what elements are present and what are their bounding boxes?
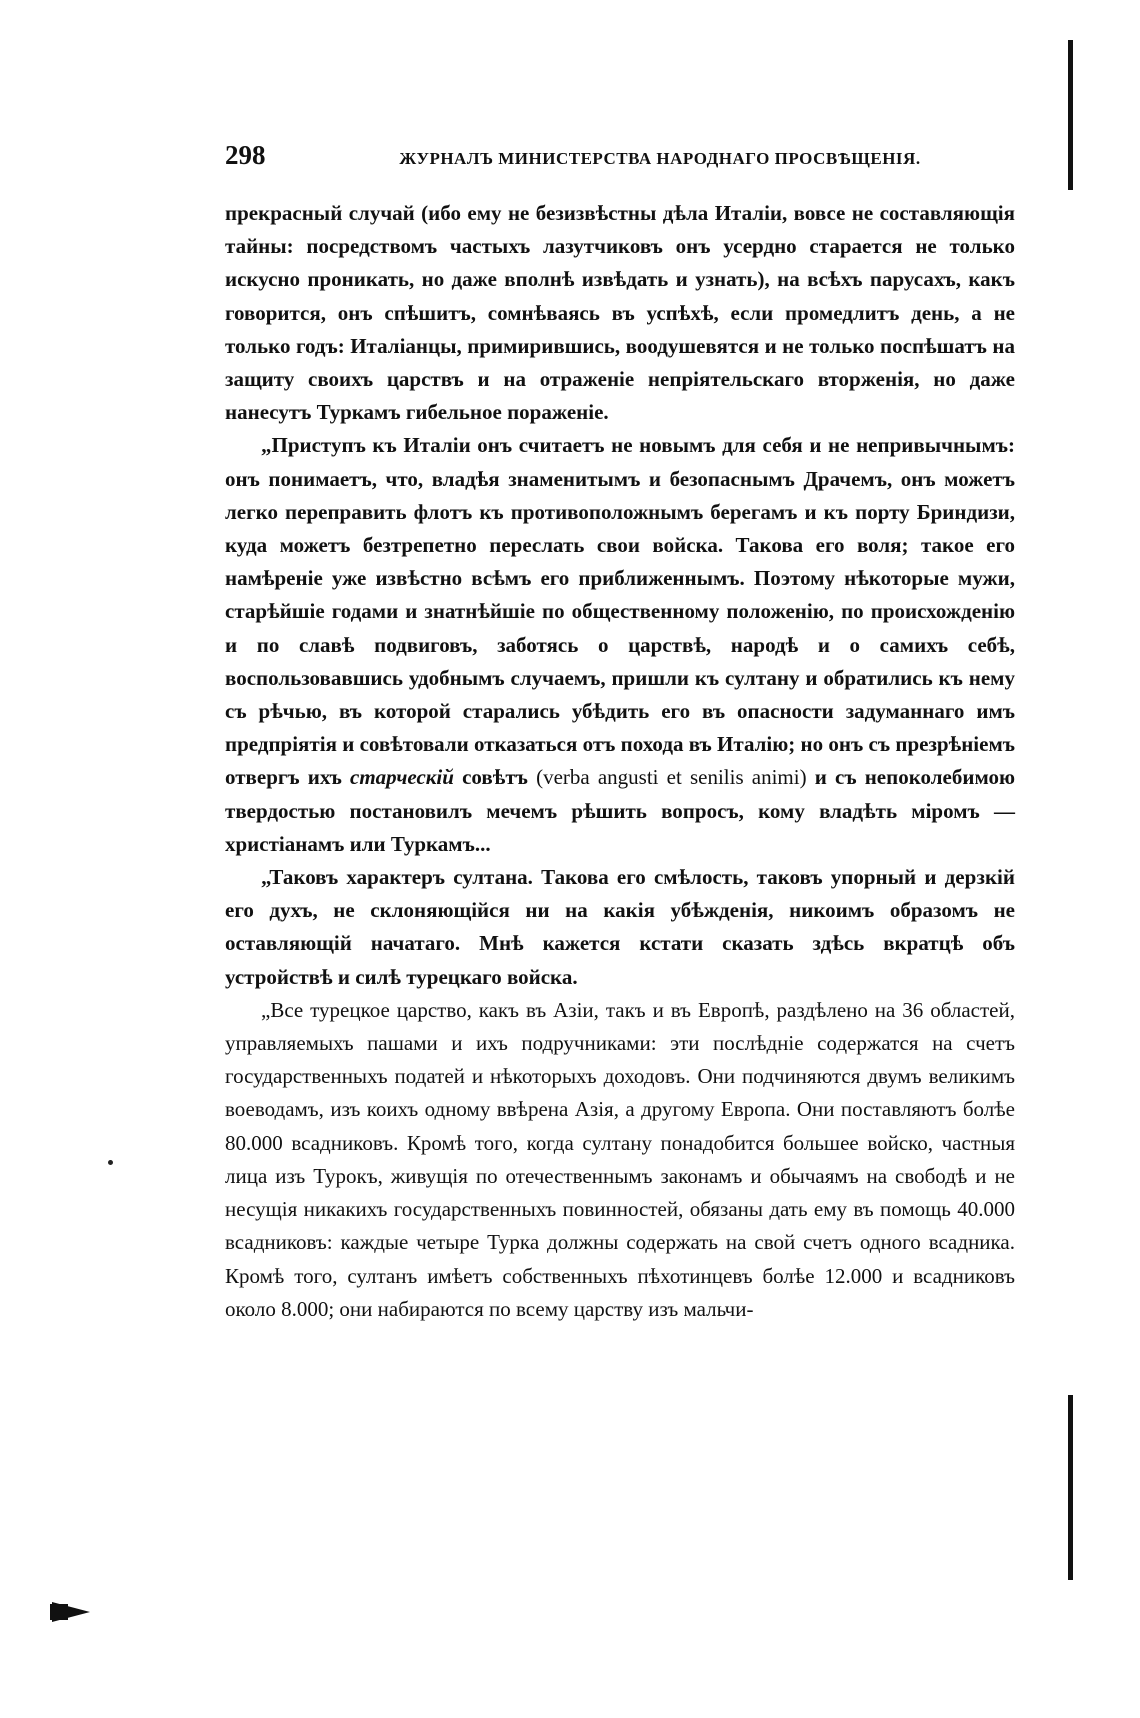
paragraph-continued: прекрасный случай (ибо ему не безизвѣстны дѣла Италіи, вовсе не составляющія тайны: посредствомъ частыхъ лазутчиковъ онъ усердно старается не только искусно проникать, но даже вполнѣ извѣдать и узнать), на всѣхъ парусахъ, какъ говорится, онъ спѣшитъ, сомнѣваясь въ успѣхѣ, если промедлитъ день, а не только годъ: Италіанцы, примирившись, воодушевятся и не только поспѣшатъ на защиту своихъ царствъ и на отраженіе непріятельскаго вторженія, но даже нанесутъ Туркамъ гибельное пораженіе. bbox=[225, 201, 1015, 425]
running-title: ЖУРНАЛЪ МИНИСТЕРСТВА НАРОДНАГО ПРОСВѢЩЕНІЯ. bbox=[399, 149, 921, 168]
body-text bbox=[225, 197, 1015, 1326]
page-header bbox=[225, 140, 1015, 171]
italic-word: старческій bbox=[350, 765, 454, 790]
scan-edge-arrow bbox=[52, 1602, 90, 1622]
latin-phrase: (verba angusti et senilis animi) bbox=[536, 765, 807, 790]
paragraph-text: и съ непоколебимою твердостью постановилъ мечемъ рѣшить вопросъ, кому владѣть міромъ — христіанамъ или Туркамъ... bbox=[225, 765, 1016, 856]
paragraph-text: „Приступъ къ Италіи онъ считаетъ не новымъ для себя и не непривычнымъ: онъ понимаетъ, что, владѣя знаменитымъ и безопаснымъ Драчемъ, онъ можетъ легко переправить флотъ къ противоположнымъ берегамъ и къ порту Бриндизи, куда можетъ безтрепетно переслать свои войска. Такова его воля; такое его намѣреніе уже извѣстно всѣмъ его приближеннымъ. Поэтому нѣкоторые мужи, старѣйшіе годами и знатнѣйшіе по общественному положенію, по происхожденію и по славѣ подвиговъ, заботясь о царствѣ, народѣ и о самихъ себѣ, воспользовавшись удобнымъ случаемъ, пришли къ султану и обратились къ нему съ рѣчью, въ которой старались убѣдить его въ опасности задуманнаго имъ предпріятія и совѣтовали отказаться отъ похода въ Италію; но онъ съ презрѣніемъ отвергъ ихъ bbox=[225, 433, 1015, 790]
page-edge-rule-top bbox=[1068, 40, 1073, 190]
paragraph-turkish-army: „Все турецкое царство, какъ въ Азіи, такъ и въ Европѣ, раздѣлено на 36 областей, управляемыхъ пашами и ихъ подручниками: эти послѣдніе содержатся на счетъ государственныхъ податей и нѣкоторыхъ доходовъ. Они подчиняются двумъ великимъ воеводамъ, изъ коихъ одному ввѣрена Азія, а другому Европа. Они поставляютъ болѣе 80.000 всадниковъ. Кромѣ того, когда султану понадобится большее войско, частныя лица изъ Турокъ, живущія по отечественнымъ законамъ и обычаямъ на свободѣ и не несущія никакихъ государственныхъ повинностей, обязаны дать ему въ помощь 40.000 всадниковъ: каждые четыре Турка должны содержать на свой счетъ одного всадника. Кромѣ того, султанъ имѣетъ собственныхъ пѣхотинцевъ болѣе 12.000 и всадниковъ около 8.000; они набираются по всему царству изъ мальчи- bbox=[225, 997, 1015, 1321]
page-number: 298 bbox=[225, 140, 266, 170]
page-edge-rule-bottom bbox=[1068, 1395, 1073, 1580]
paragraph-text: совѣтъ bbox=[462, 765, 528, 790]
scan-speck bbox=[108, 1160, 113, 1165]
paragraph-attack-on-italy bbox=[225, 429, 1015, 861]
paragraph-sultan-character: „Таковъ характеръ султана. Такова его смѣлость, таковъ упорный и дерзкій его духъ, не склоняющійся ни на какія убѣжденія, никоимъ образомъ не оставляющій начатаго. Мнѣ кажется кстати сказать здѣсь вкратцѣ объ устройствѣ и силѣ турецкаго войска. bbox=[225, 865, 1015, 989]
book-page bbox=[225, 140, 1015, 1326]
